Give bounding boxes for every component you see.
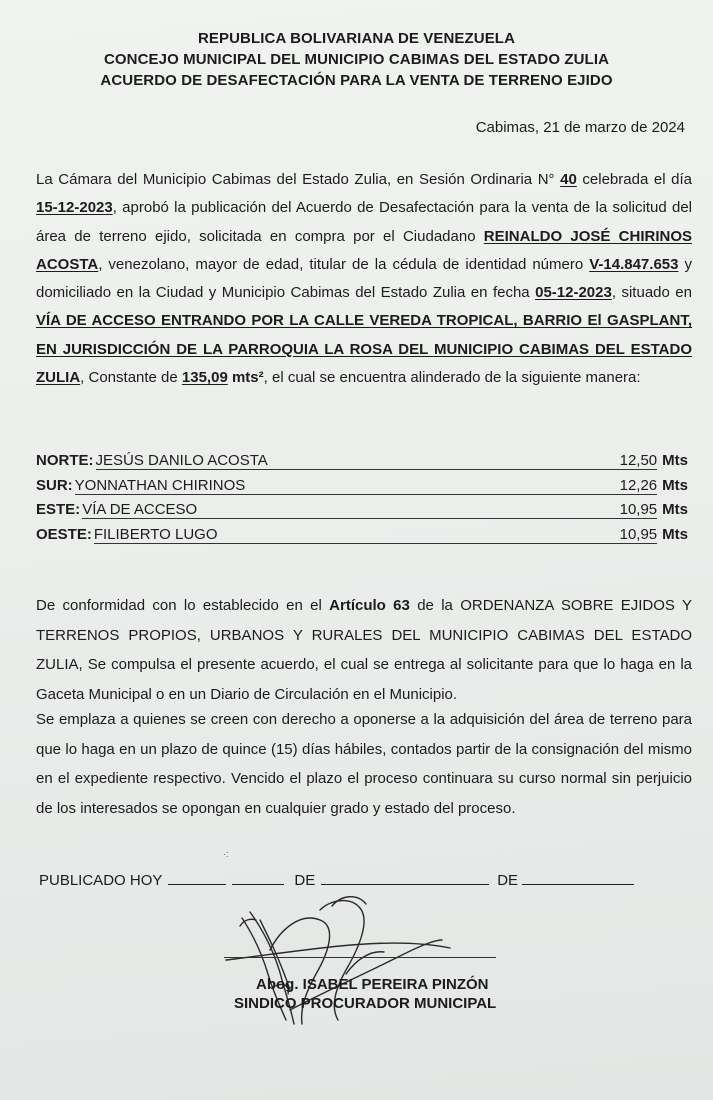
boundary-label: ESTE: (36, 501, 81, 518)
blank-year (522, 870, 634, 885)
boundary-value: 10,95 (619, 525, 658, 543)
boundary-value: 12,26 (619, 476, 658, 494)
boundary-row-sur (36, 477, 688, 502)
published-label: PUBLICADO HOY (39, 872, 163, 889)
boundary-label: NORTE: (36, 452, 94, 469)
de-label-1: DE (294, 872, 316, 889)
boundary-row-este (36, 501, 688, 526)
article-reference: Artículo 63 (329, 597, 410, 614)
boundary-unit: Mts (662, 452, 688, 469)
p1-text-7: , Constante de (80, 369, 182, 387)
p2-text-2: de la ORDENANZA SOBRE EJIDOS Y TERRENOS PROPIOS, URBANOS Y RURALES DEL MUNICIPIO CABIMAS DEL ESTADO ZULIA, Se compulsa el presente acuerdo, el cual se entrega al solicitante para que lo haga en la Gaceta Municipal o en un Diario de Circulación en el Municipio. (36, 597, 692, 703)
boundary-fill-line (82, 501, 657, 519)
request-date: 05-12-2023 (535, 284, 612, 302)
signatory-name: Abog. ISABEL PEREIRA PINZÓN (256, 976, 489, 993)
paragraph-3: Se emplaza a quienes se creen con derecho a oponerse a la adquisición del área de terreno para que lo haga en un plazo de quince (15) días hábiles, contados partir de la consignación del mismo en el expediente respectivo. Vencido el plazo el proceso continuara su curso normal sin perjuicio de los interesados se opongan en cualquier grado y estado del proceso. (36, 711, 692, 817)
area-unit: mts² (227, 369, 264, 387)
de-label-2: DE (497, 872, 519, 889)
signature-line (224, 957, 496, 958)
signatory-title: SINDICO PROCURADOR MUNICIPAL (234, 995, 497, 1012)
p1-text-5: y domiciliado en la Ciudad y Municipio Cabimas del Estado Zulia en fecha (36, 255, 692, 302)
boundary-value: 12,50 (619, 452, 658, 469)
id-number: V-14.847.653 (589, 255, 679, 273)
boundary-unit: Mts (662, 476, 688, 494)
boundary-name: YONNATHAN CHIRINOS (74, 476, 246, 494)
boundary-label: OESTE: (36, 525, 92, 543)
document-date: Cabimas, 21 de marzo de 2024 (475, 119, 685, 136)
boundary-fill-line (94, 526, 657, 544)
signature-block (210, 935, 510, 1025)
boundaries-list (36, 452, 688, 550)
property-location: VÍA DE ACCESO ENTRANDO POR LA CALLE VEREDA TROPICAL, BARRIO El GASPLANT, EN JURISDICCIÓN DE LA PARROQUIA LA ROSA DEL MUNICIPIO CABIMAS DEL ESTADO ZULIA (36, 312, 692, 387)
paragraph-1 (36, 166, 692, 392)
property-area: 135,09 (181, 369, 228, 387)
boundary-name: FILIBERTO LUGO (93, 525, 218, 543)
boundary-unit: Mts (662, 525, 688, 543)
header-line-1: REPUBLICA BOLIVARIANA DE VENEZUELA (197, 30, 516, 47)
p2-text-1: De conformidad con lo establecido en el (36, 597, 330, 614)
publication-line (39, 870, 634, 889)
blank-month (321, 870, 489, 885)
citizen-name: REINALDO JOSÉ CHIRINOS ACOSTA (36, 227, 692, 273)
session-number: 40 (560, 171, 577, 188)
header-line-3: ACUERDO DE DESAFECTACIÓN PARA LA VENTA DE TERRENO EJIDO (100, 72, 613, 89)
header-line-2: CONCEJO MUNICIPAL DEL MUNICIPIO CABIMAS DEL ESTADO ZULIA (103, 51, 610, 68)
p1-text-4: , venezolano, mayor de edad, titular de la cédula de identidad número (98, 255, 590, 273)
ink-speck: ·: (223, 849, 229, 859)
session-date: 15-12-2023 (36, 199, 113, 217)
boundary-row-oeste (36, 526, 688, 551)
boundary-name: VÍA DE ACCESO (82, 501, 198, 518)
boundary-label: SUR: (36, 476, 73, 494)
p1-text-1: La Cámara del Municipio Cabimas del Estado Zulia, en Sesión Ordinaria N° (36, 171, 561, 188)
p1-text-8: , el cual se encuentra alinderado de la siguiente manera: (263, 369, 641, 387)
signatory-info (234, 975, 496, 1013)
blank-day-2 (232, 870, 284, 885)
boundary-fill-line (96, 452, 658, 470)
p1-text-6: , situado en (611, 284, 692, 302)
boundary-row-norte (36, 452, 688, 477)
boundary-name: JESÚS DANILO ACOSTA (95, 452, 268, 469)
boundary-fill-line (75, 477, 657, 495)
boundary-value: 10,95 (619, 501, 658, 518)
p1-text-3: , aprobó la publicación del Acuerdo de Desafectación para la venta de la solicitud del área de terreno ejido, solicitada en compra por el Ciudadano (36, 199, 692, 245)
document-header (0, 28, 713, 91)
paragraph-2 (36, 591, 692, 709)
p1-text-2: celebrada el día (576, 171, 693, 188)
boundary-unit: Mts (662, 501, 688, 518)
blank-day (168, 870, 226, 885)
